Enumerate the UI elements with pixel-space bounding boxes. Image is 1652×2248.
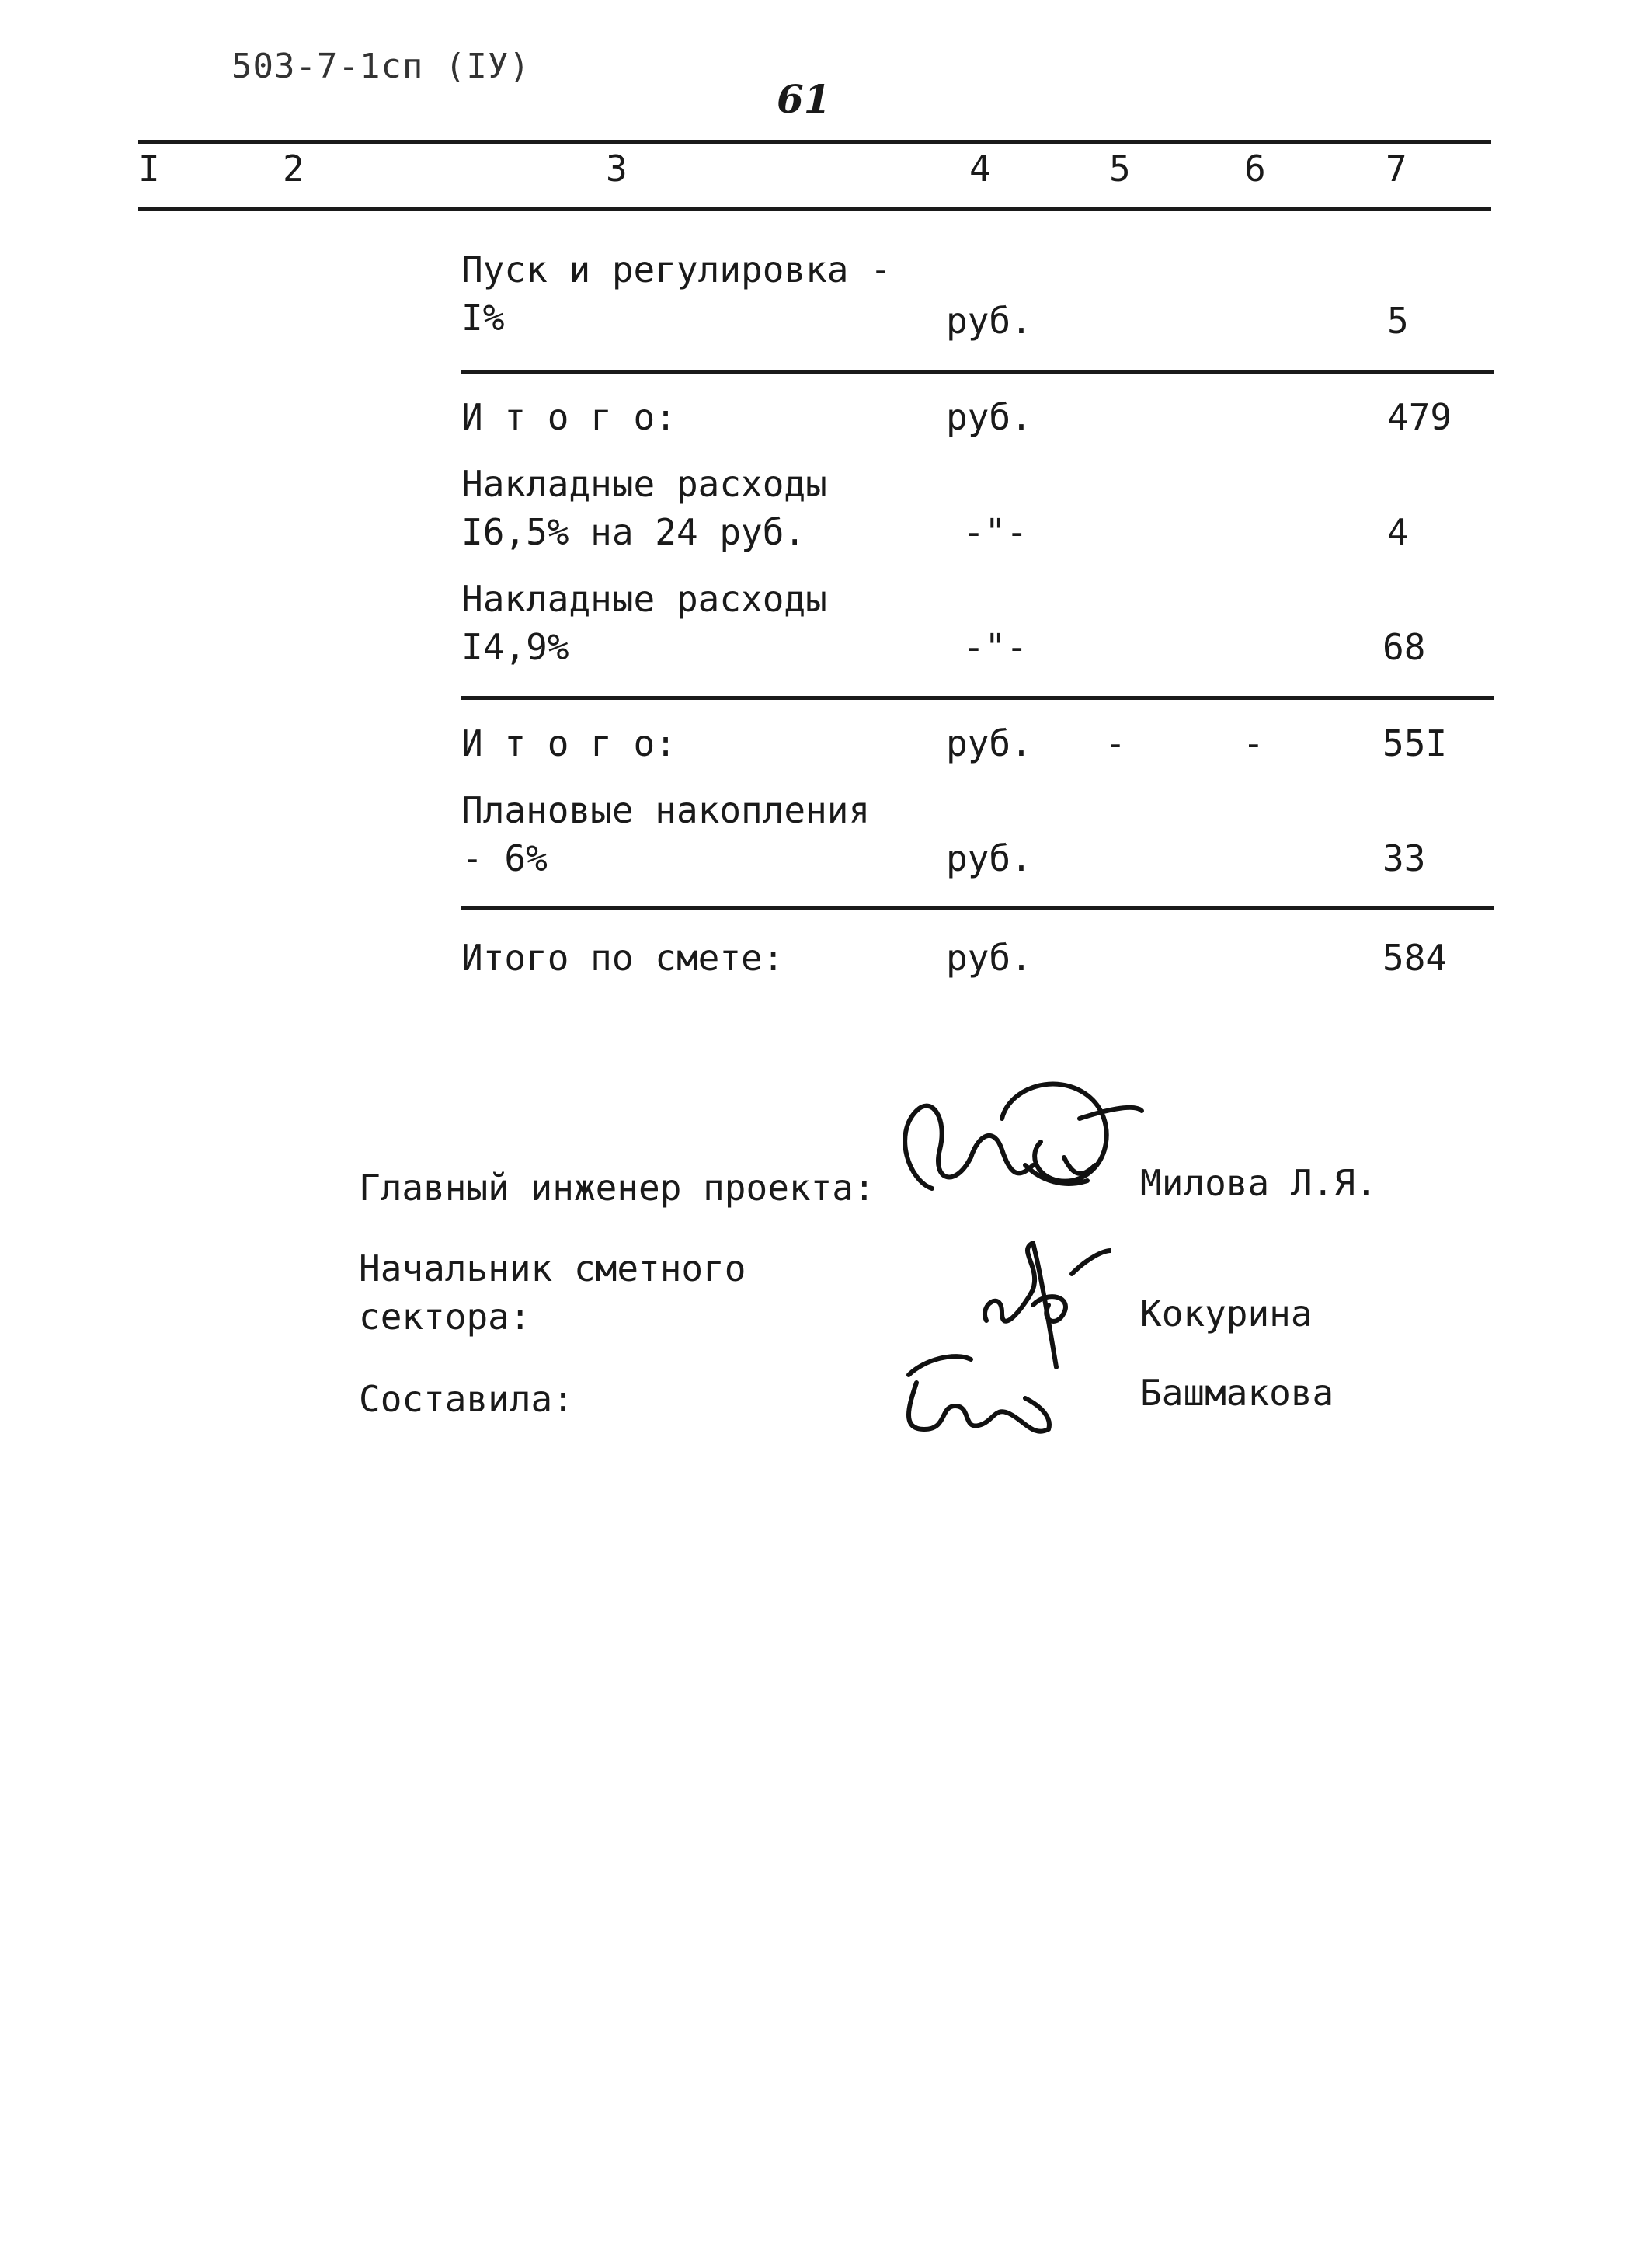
signature-role-cont: сектора: — [359, 1296, 531, 1338]
row-description: Накладные расходы — [461, 463, 827, 505]
row-description: Пуск и регулировка - — [461, 249, 892, 291]
column-header-2: 2 — [283, 148, 304, 190]
document-code: 503-7-1сп (IУ) — [231, 47, 530, 86]
row-unit: -"- — [963, 511, 1028, 553]
row-description: И т о г о: — [461, 396, 676, 438]
row-value: 479 — [1387, 396, 1452, 438]
row-description-cont: I% — [461, 297, 505, 339]
row-description: И т о г о: — [461, 722, 676, 764]
total-rule — [461, 906, 1494, 910]
signature-name: Башмакова — [1140, 1372, 1334, 1414]
signature-role: Составила: — [359, 1378, 574, 1420]
table-top-rule — [138, 140, 1491, 144]
column-header-3: 3 — [606, 148, 628, 190]
row-description-cont: I4,9% — [461, 626, 569, 668]
row-description-cont: - 6% — [461, 837, 548, 879]
row-unit: руб. — [946, 396, 1032, 438]
row-description: Накладные расходы — [461, 578, 827, 620]
handwritten-signature-3 — [893, 1344, 1064, 1453]
row-description-cont: I6,5% на 24 руб. — [461, 511, 806, 553]
row-description: Плановые накопления — [461, 789, 871, 831]
row-value: 4 — [1387, 511, 1409, 553]
row-description: Итого по смете: — [461, 937, 784, 979]
row-col5: - — [1104, 722, 1126, 764]
row-value: 33 — [1382, 837, 1426, 879]
row-unit: руб. — [946, 937, 1032, 979]
row-value: 5 — [1387, 300, 1409, 342]
signature-name: Кокурина — [1140, 1293, 1313, 1335]
column-header-7: 7 — [1386, 148, 1407, 190]
subtotal-rule — [461, 370, 1494, 374]
column-header-5: 5 — [1109, 148, 1131, 190]
page-number: 61 — [777, 76, 831, 122]
column-header-4: 4 — [969, 148, 991, 190]
column-header-6: 6 — [1244, 148, 1266, 190]
row-unit: -"- — [963, 626, 1028, 668]
row-value: 68 — [1382, 626, 1426, 668]
row-unit: руб. — [946, 837, 1032, 879]
signature-role: Начальник сметного — [359, 1248, 746, 1289]
row-unit: руб. — [946, 300, 1032, 342]
table-header-rule — [138, 207, 1491, 211]
row-unit: руб. — [946, 722, 1032, 764]
row-value: 55I — [1382, 722, 1448, 764]
signature-name: Милова Л.Я. — [1140, 1162, 1377, 1204]
signature-role: Главный инженер проекта: — [359, 1167, 875, 1209]
subtotal-rule — [461, 696, 1494, 700]
column-header-1: I — [138, 148, 160, 190]
row-col6: - — [1243, 722, 1264, 764]
row-value: 584 — [1382, 937, 1448, 979]
handwritten-signature-1 — [885, 1064, 1149, 1220]
